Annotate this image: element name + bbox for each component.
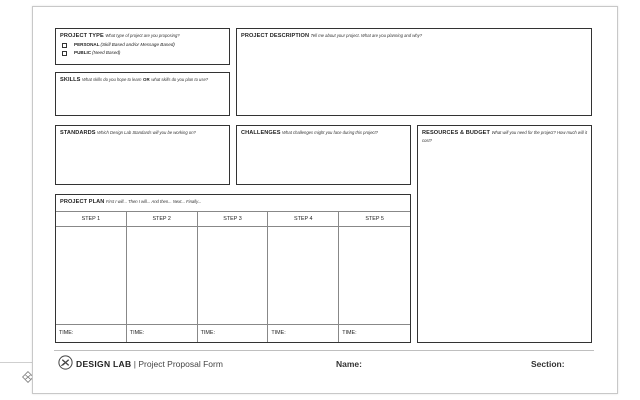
section-field-label: Section: <box>531 359 565 369</box>
brand-name: DESIGN LAB <box>76 359 132 369</box>
project-plan-title: PROJECT PLAN <box>60 199 105 205</box>
form-subtitle: Project Proposal Form <box>138 359 223 369</box>
footer-brand: DESIGN LAB | Project Proposal Form <box>76 359 223 369</box>
footer-divider <box>54 350 594 351</box>
resources-title: RESOURCES & BUDGET <box>422 130 490 136</box>
project-type-prompt: What type of project are you proposing? <box>105 33 180 38</box>
step-header: STEP 2 <box>127 211 197 227</box>
standards-prompt: Which Design Lab Standards will you be working on? <box>97 130 196 135</box>
project-type-option-public[interactable]: PUBLIC (Need Based) <box>56 50 229 56</box>
step-column-2[interactable] <box>127 211 198 342</box>
standards-title: STANDARDS <box>60 130 96 136</box>
step-time-field[interactable]: TIME: <box>56 324 126 342</box>
step-time-field[interactable]: TIME: <box>127 324 197 342</box>
step-column-3[interactable] <box>198 211 269 342</box>
project-description-box[interactable] <box>236 28 592 116</box>
step-time-field[interactable]: TIME: <box>198 324 268 342</box>
project-type-title: PROJECT TYPE <box>60 33 104 39</box>
step-column-4[interactable] <box>268 211 339 342</box>
name-field-label: Name: <box>336 359 362 369</box>
step-time-field[interactable]: TIME: <box>268 324 338 342</box>
step-column-5[interactable] <box>339 211 410 342</box>
step-header: STEP 1 <box>56 211 126 227</box>
skills-title: SKILLS <box>60 77 81 83</box>
step-column-1[interactable] <box>56 211 127 342</box>
step-header: STEP 5 <box>339 211 410 227</box>
step-header: STEP 3 <box>198 211 268 227</box>
skills-box[interactable]: SKILLS What skills do you hope to learn OR what skills do you plan to use? <box>55 72 230 116</box>
project-type-box <box>55 28 230 65</box>
challenges-prompt: What challenges might you face during this project? <box>282 130 379 135</box>
resources-budget-box[interactable] <box>417 125 592 343</box>
standards-box[interactable] <box>55 125 230 185</box>
page-edge-line <box>0 362 32 363</box>
resources-prompt: What will you need for the project? How much will it cost? <box>422 130 587 143</box>
step-time-field[interactable]: TIME: <box>339 324 410 342</box>
design-lab-logo-icon <box>58 355 73 370</box>
project-type-option-personal[interactable]: PERSONAL (Skill Based and/or Message Based) <box>56 42 229 48</box>
project-plan-grid <box>56 211 410 342</box>
checkbox-icon[interactable] <box>62 51 67 56</box>
project-description-title: PROJECT DESCRIPTION <box>241 33 310 39</box>
challenges-title: CHALLENGES <box>241 130 281 136</box>
checkbox-icon[interactable] <box>62 43 67 48</box>
challenges-box[interactable] <box>236 125 411 185</box>
step-header: STEP 4 <box>268 211 338 227</box>
project-plan-prompt: First I will... Then I will... And then... Next... Finally... <box>105 199 202 204</box>
project-description-prompt: Tell me about your project. What are you planning and why? <box>310 33 423 38</box>
project-plan-box <box>55 194 411 343</box>
